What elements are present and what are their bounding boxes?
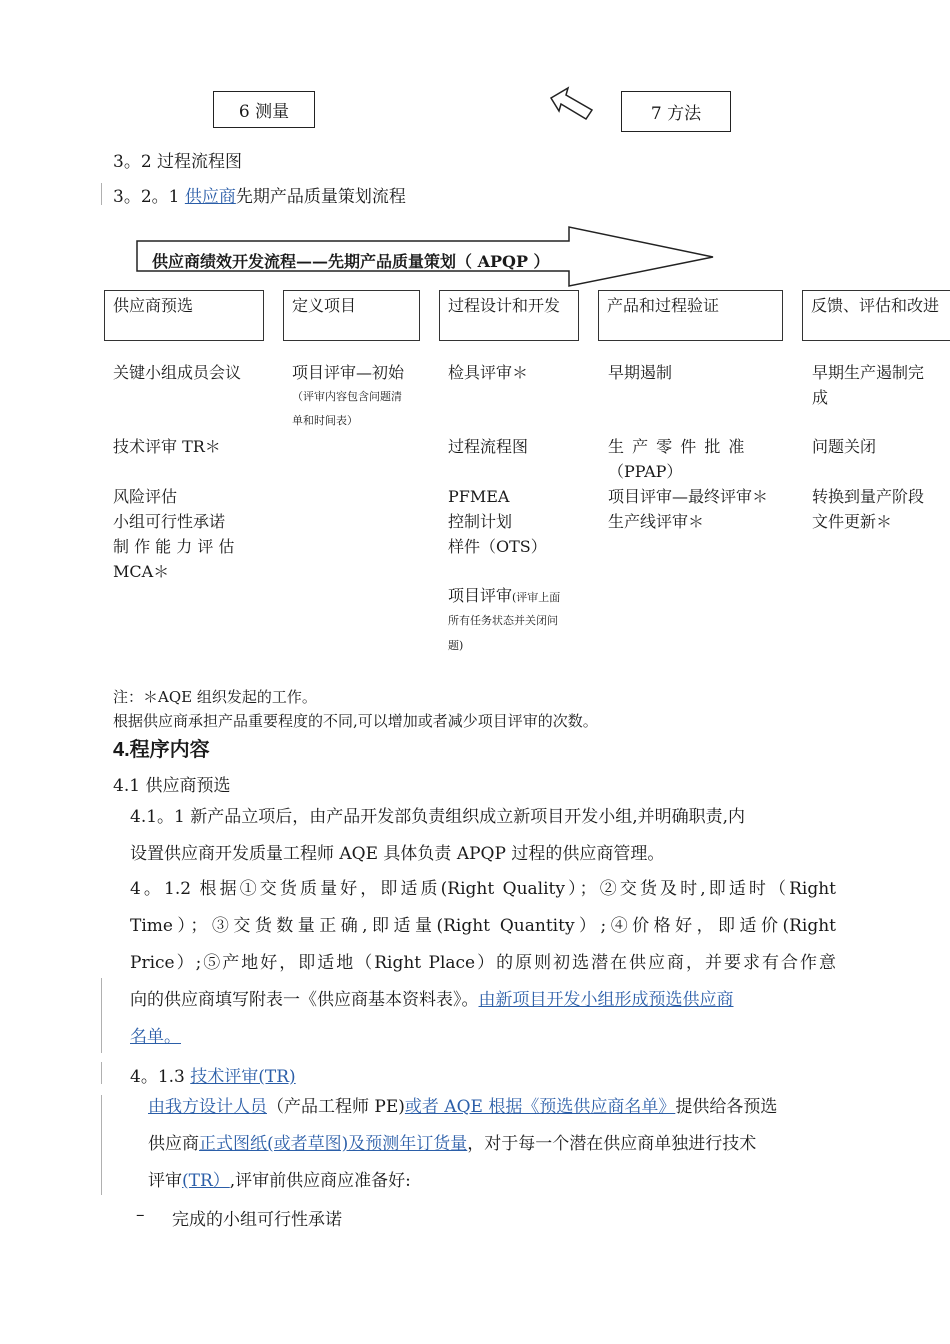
hollow-arrow-icon: [548, 84, 596, 124]
method-box: [621, 91, 731, 132]
bullet-text: 完成的小组可行性承诺: [172, 1210, 342, 1230]
tr-link[interactable]: (TR）: [182, 1171, 230, 1191]
col4-item: 项目评审—最终评审＊: [608, 487, 769, 506]
revision-margin-line: [101, 183, 102, 205]
para-text: 供应商: [148, 1134, 199, 1154]
stage-product-process-validation: 产品和过程验证: [598, 290, 783, 341]
para-line: [148, 1126, 836, 1163]
para-4-1-3: [148, 1089, 836, 1200]
section-4-heading: 4.程序内容: [113, 739, 210, 761]
col3-note: (评审上面: [512, 591, 561, 604]
technical-review-link[interactable]: 技术评审(TR): [190, 1067, 296, 1087]
col3-note: 题): [448, 639, 464, 652]
section-3-2-1-number: 3。2。1: [113, 187, 185, 207]
col4-item: 生 产 零 件 批 准: [608, 437, 745, 456]
section-3-2-heading: 3。2 过程流程图: [113, 152, 243, 172]
para-line: Price）;⑤产地好，即适地（Right Place）的原则初选潜在供应商，并要求有合作意: [130, 953, 836, 973]
stage-feedback-improve: 反馈、评估和改进: [802, 290, 950, 341]
col3-item: 过程流程图: [448, 437, 529, 456]
section-3-2-1-heading: [113, 182, 406, 207]
revision-margin-line: [101, 1062, 102, 1084]
col3-item: PFMEA: [448, 487, 510, 506]
supplier-link[interactable]: 供应商: [184, 187, 236, 207]
method-label: 7 方法: [650, 104, 702, 124]
col4-item: （PPAP）: [608, 462, 683, 481]
col1-item: 技术评审 TR＊: [113, 437, 221, 456]
col3-note: 所有任务状态并关闭问: [448, 614, 558, 627]
col3-project-review-label: 项目评审: [448, 586, 513, 605]
col2-item: 项目评审—初始: [292, 363, 405, 382]
measurement-box: [213, 91, 315, 128]
col4-item: 早期遏制: [608, 363, 673, 382]
revision-margin-line: [101, 978, 102, 1053]
para-text: 提供给各预选: [675, 1097, 778, 1117]
para-text: ,评审前供应商应准备好:: [229, 1171, 411, 1191]
stage-process-design: 过程设计和开发: [439, 290, 579, 341]
para-line: Time）；③交货数量正确,即适量(Right Quantity）;④价格好，即适价(Right: [130, 916, 836, 936]
para-line: 4。1.2 根据①交货质量好，即适质(Right Quality）；②交货及时,即适时（Right: [130, 879, 836, 899]
note-line: 根据供应商承担产品重要程度的不同,可以增加或者减少项目评审的次数。: [113, 712, 598, 730]
para-line: 4.1。1 新产品立项后，由产品开发部负责组织成立新项目开发小组,并明确职责,内: [130, 807, 746, 827]
designer-link[interactable]: 由我方设计人员: [148, 1097, 267, 1117]
col5-item: 问题关闭: [812, 437, 877, 456]
para-4-1-1: [130, 799, 836, 873]
col1-item: 小组可行性承诺: [113, 512, 226, 531]
aqe-list-link[interactable]: 或者 AQE 根据《预选供应商名单》: [404, 1097, 676, 1117]
para-line: 设置供应商开发质量工程师 AQE 具体负责 APQP 过程的供应商管理。: [130, 844, 665, 864]
col5-item: 转换到量产阶段: [812, 487, 925, 506]
section-3-2-1-title: 先期产品质量策划流程: [235, 187, 406, 207]
col3-project-review: [448, 583, 560, 610]
para-line: [130, 1019, 836, 1056]
col1-item: 关键小组成员会议: [113, 363, 242, 382]
col2-note: （评审内容包含问题清: [292, 390, 402, 403]
stage-supplier-preselection: 供应商预选: [104, 290, 264, 341]
col3-item: 检具评审＊: [448, 363, 529, 382]
section-4-1-3-heading: [130, 1062, 296, 1087]
col5-item: 早期生产遏制完: [812, 363, 925, 382]
para-text: （产品工程师 PE): [267, 1097, 405, 1117]
drawings-link[interactable]: 正式图纸(或者草图)及预测年订货量: [199, 1134, 468, 1154]
para-4-1-2: [130, 871, 836, 1056]
bullet-dash: –: [136, 1205, 145, 1225]
para-line: [130, 982, 836, 1019]
note-line: 注：＊AQE 组织发起的工作。: [113, 688, 317, 706]
revision-margin-line: [101, 1095, 102, 1195]
col3-item: 控制计划: [448, 512, 513, 531]
preselect-list-link[interactable]: 由新项目开发小组形成预选供应商: [478, 990, 734, 1010]
col5-item: 文件更新＊: [812, 512, 893, 531]
para-text: 向的供应商填写附表一《供应商基本资料表》。: [130, 990, 479, 1010]
col4-item: 生产线评审＊: [608, 512, 705, 531]
col1-item: 风险评估: [113, 487, 178, 506]
para-line: [148, 1163, 836, 1200]
section-4-1-3-number: 4。1.3: [130, 1067, 191, 1087]
para-line: [148, 1089, 836, 1126]
para-text: 评审: [148, 1171, 182, 1191]
col1-item: 制 作 能 力 评 估: [113, 537, 235, 556]
preselect-list-link[interactable]: 名单。: [130, 1027, 181, 1047]
col2-note: 单和时间表）: [292, 414, 358, 427]
col1-item: MCA＊: [113, 562, 170, 581]
para-text: ，对于每一个潜在供应商单独进行技术: [467, 1134, 757, 1154]
col3-item: 样件（OTS）: [448, 537, 547, 556]
col5-item: 成: [812, 388, 829, 407]
apqp-banner-text: 供应商绩效开发流程——先期产品质量策划（ APQP ）: [152, 252, 550, 271]
section-4-1-heading: 4.1 供应商预选: [113, 776, 231, 796]
measurement-label: 6 测量: [238, 102, 290, 122]
stage-define-project: 定义项目: [283, 290, 420, 341]
